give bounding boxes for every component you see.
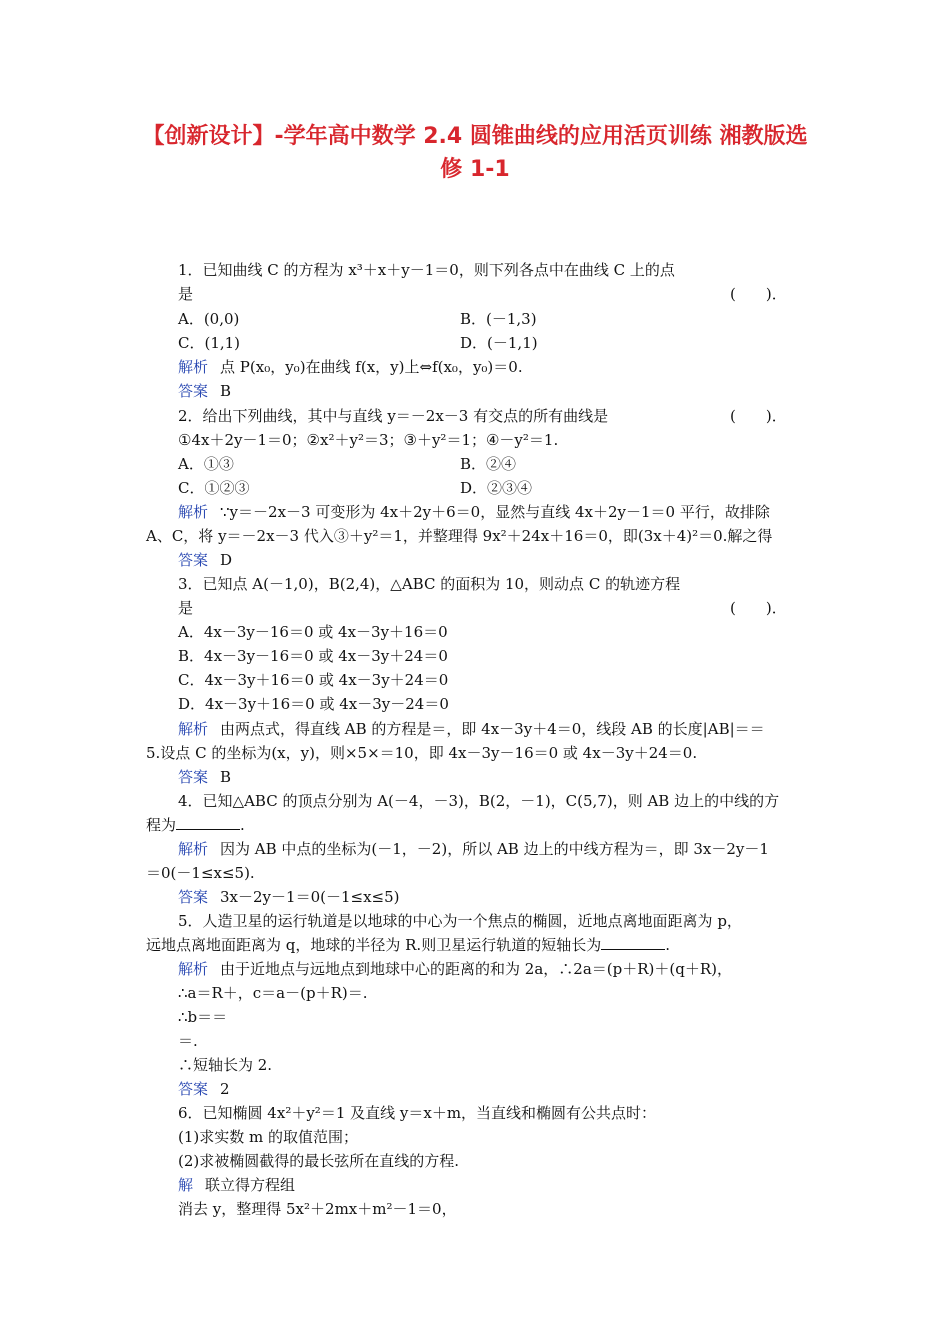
analysis-label: 解析 xyxy=(178,503,209,521)
q6-solution xyxy=(178,1174,295,1196)
q6-solution-line-2: 消去 y，整理得 5x²＋2mx＋m²－1＝0， xyxy=(178,1200,457,1218)
q2-answer-paren: ( )． xyxy=(730,407,787,425)
solution-label: 解 xyxy=(178,1176,194,1194)
q5-analysis-text-4: ＝. xyxy=(178,1032,198,1050)
answer-label: 答案 xyxy=(178,551,209,569)
q5-stem: 5．人造卫星的运行轨道是以地球的中心为一个焦点的椭圆，近地点离地面距离为 p， xyxy=(178,912,742,930)
q6-stem: 6．已知椭圆 4x²＋y²＝1 及直线 y＝x＋m，当直线和椭圆有公共点时： xyxy=(178,1104,657,1122)
q3-option-d: D．4x－3y＋16＝0 或 4x－3y－24＝0 xyxy=(178,695,449,713)
q3-analysis-text-1: 由两点式，得直线 AB 的方程是＝，即 4x－3y＋4＝0，线段 AB 的长度|AB|＝＝ xyxy=(220,720,765,738)
q2-option-b: B．②④ xyxy=(460,455,517,473)
q1-stem: 1．已知曲线 C 的方程为 x³＋x＋y－1＝0，则下列各点中在曲线 C 上的点 xyxy=(178,261,675,279)
q5-analysis-text-5: ∴短轴长为 2. xyxy=(178,1056,273,1074)
answer-label: 答案 xyxy=(178,1080,209,1098)
q5-stem-cont-text: 远地点离地面距离为 q，地球的半径为 R.则卫星运行轨道的短轴长为 xyxy=(146,936,602,954)
q5-analysis-text-1: 由于近地点与远地点到地球中心的距离的和为 2a，∴2a＝(p＋R)＋(q＋R)， xyxy=(220,960,732,978)
q1-option-b: B．(－1,3) xyxy=(460,310,537,328)
q4-analysis-text-2: ＝0(－1≤x≤5). xyxy=(146,864,255,882)
analysis-label: 解析 xyxy=(178,960,209,978)
q3-option-c: C．4x－3y＋16＝0 或 4x－3y＋24＝0 xyxy=(178,671,449,689)
q1-analysis-text: 点 P(x₀，y₀)在曲线 f(x，y)上⇔f(x₀，y₀)＝0. xyxy=(220,358,523,376)
q3-answer-text: B xyxy=(220,768,232,786)
q4-analysis-text-1: 因为 AB 中点的坐标为(－1，－2)，所以 AB 边上的中线方程为＝，即 3x－2y－1 xyxy=(220,840,769,858)
q2-option-a: A．①③ xyxy=(178,455,234,473)
document-title xyxy=(100,120,850,186)
q1-answer-text: B xyxy=(220,382,232,400)
q3-option-a: A．4x－3y－16＝0 或 4x－3y＋16＝0 xyxy=(178,623,448,641)
analysis-label: 解析 xyxy=(178,358,209,376)
q3-analysis-text-2: 5.设点 C 的坐标为(x，y)，则×5×＝10，即 4x－3y－16＝0 或 4x－3y＋24＝0. xyxy=(146,744,698,762)
q5-analysis-text-3: ∴b＝＝ xyxy=(178,1008,228,1026)
q6-part-1: (1)求实数 m 的取值范围； xyxy=(178,1128,359,1146)
q4-stem: 4．已知△ABC 的顶点分别为 A(－4，－3)，B(2，－1)，C(5,7)，则 AB 边上的中线的方 xyxy=(178,792,780,810)
analysis-label: 解析 xyxy=(178,720,209,738)
q2-analysis xyxy=(178,501,770,523)
answer-label: 答案 xyxy=(178,768,209,786)
q3-answer-paren: ( )． xyxy=(730,599,787,617)
answer-label: 答案 xyxy=(178,888,209,906)
q1-answer xyxy=(178,380,231,402)
q2-option-d: D．②③④ xyxy=(460,479,533,497)
q5-analysis-text-2: ∴a＝R＋，c＝a－(p＋R)＝. xyxy=(178,984,368,1002)
q5-analysis xyxy=(178,958,732,980)
q2-option-c: C．①②③ xyxy=(178,479,250,497)
q2-analysis-text-1: ∵y＝－2x－3 可变形为 4x＋2y＋6＝0，显然与直线 4x＋2y－1＝0 平行，故排除 xyxy=(220,503,770,521)
fill-in-blank[interactable] xyxy=(176,815,240,830)
q4-stem-cont-text: 程为 xyxy=(146,816,177,834)
q3-option-b: B．4x－3y－16＝0 或 4x－3y＋24＝0 xyxy=(178,647,448,665)
q5-answer-text: 2 xyxy=(220,1080,230,1098)
q5-stem-end: . xyxy=(665,936,670,954)
q4-stem-cont xyxy=(146,814,245,836)
q4-answer-text: 3x－2y－1＝0(－1≤x≤5) xyxy=(220,888,400,906)
q1-stem-cont: 是 xyxy=(178,285,194,303)
q5-stem-cont xyxy=(146,934,670,956)
q1-option-d: D．(－1,1) xyxy=(460,334,538,352)
q3-analysis xyxy=(178,718,765,740)
q3-stem: 3．已知点 A(－1,0)，B(2,4)，△ABC 的面积为 10，则动点 C 的轨迹方程 xyxy=(178,575,681,593)
q1-option-c: C．(1,1) xyxy=(178,334,241,352)
q6-solution-text: 联立得方程组 xyxy=(205,1176,296,1194)
q2-answer-text: D xyxy=(220,551,233,569)
q2-stem: 2．给出下列曲线，其中与直线 y＝－2x－3 有交点的所有曲线是 xyxy=(178,407,609,425)
answer-label: 答案 xyxy=(178,382,209,400)
q4-analysis xyxy=(178,838,769,860)
q4-stem-end: . xyxy=(240,816,245,834)
q3-stem-cont: 是 xyxy=(178,599,194,617)
q3-answer xyxy=(178,766,231,788)
analysis-label: 解析 xyxy=(178,840,209,858)
q1-analysis xyxy=(178,356,523,378)
title-line-1: 【创新设计】-学年高中数学 2.4 圆锥曲线的应用活页训练 湘教版选 xyxy=(142,124,808,149)
q1-option-a: A．(0,0) xyxy=(178,310,240,328)
q4-answer xyxy=(178,886,400,908)
q5-answer xyxy=(178,1078,230,1100)
q2-analysis-text-2: A、C，将 y＝－2x－3 代入③＋y²＝1，并整理得 9x²＋24x＋16＝0，即(3x＋4)²＝0.解之得 xyxy=(146,527,773,545)
q1-answer-paren: ( )． xyxy=(730,285,787,303)
fill-in-blank[interactable] xyxy=(601,935,665,950)
q6-part-2: (2)求被椭圆截得的最长弦所在直线的方程. xyxy=(178,1152,460,1170)
title-line-2: 修 1-1 xyxy=(440,157,510,182)
q2-answer xyxy=(178,549,232,571)
q2-curves: ①4x＋2y－1＝0；②x²＋y²＝3；③＋y²＝1；④－y²＝1. xyxy=(178,431,559,449)
